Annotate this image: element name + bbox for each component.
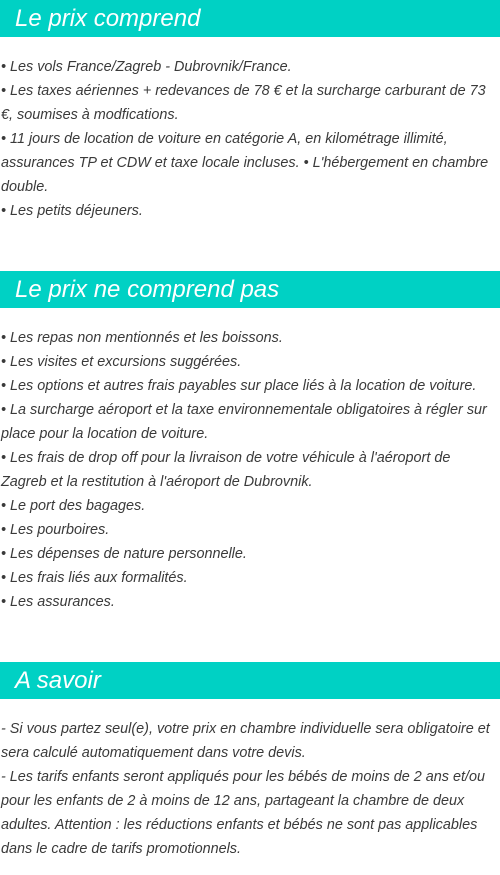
list-item: • Les options et autres frais payables sur place liés à la location de voiture. xyxy=(1,378,477,394)
list-item: • 11 jours de location de voiture en catégorie A, en kilométrage illimité, assurances TP et CDW et taxe locale incluses. • L'hébergement en chambre double. xyxy=(1,131,489,195)
section-title-prix-comprend: Le prix comprend xyxy=(0,0,500,37)
section-body-prix-comprend xyxy=(0,55,500,223)
section-a-savoir xyxy=(0,662,500,861)
list-item: • Les repas non mentionnés et les boissons. xyxy=(1,330,283,346)
section-prix-comprend xyxy=(0,0,500,223)
list-item: • Les taxes aériennes + redevances de 78 € et la surcharge carburant de 73 €, soumises à modfications. xyxy=(1,83,486,123)
list-item: • Les assurances. xyxy=(1,594,115,610)
list-item: • La surcharge aéroport et la taxe environnementale obligatoires à régler sur place pour la location de voiture. xyxy=(1,402,487,442)
section-body-prix-ne-comprend xyxy=(0,326,500,614)
section-title-prix-ne-comprend: Le prix ne comprend pas xyxy=(0,271,500,308)
list-item: • Les pourboires. xyxy=(1,522,110,538)
list-item: - Si vous partez seul(e), votre prix en chambre individuelle sera obligatoire et sera calculé automatiquement dans votre devis. xyxy=(1,721,490,761)
list-item: • Les frais de drop off pour la livraison de votre véhicule à l'aéroport de Zagreb et la restitution à l'aéroport de Dubrovnik. xyxy=(1,450,451,490)
list-item: • Les frais liés aux formalités. xyxy=(1,570,188,586)
section-prix-ne-comprend xyxy=(0,271,500,614)
section-body-a-savoir xyxy=(0,717,500,861)
list-item: • Le port des bagages. xyxy=(1,498,146,514)
list-item: • Les visites et excursions suggérées. xyxy=(1,354,242,370)
list-item: - Les tarifs enfants seront appliqués pour les bébés de moins de 2 ans et/ou pour les enfants de 2 à moins de 12 ans, partageant la chambre de deux adultes. Attention : les réductions enfants et bébés ne sont pas applicables dans le cadre de tarifs promotionnels. xyxy=(1,769,485,857)
list-item: • Les dépenses de nature personnelle. xyxy=(1,546,247,562)
list-item: • Les petits déjeuners. xyxy=(1,203,143,219)
list-item: • Les vols France/Zagreb - Dubrovnik/France. xyxy=(1,59,292,75)
section-title-a-savoir: A savoir xyxy=(0,662,500,699)
